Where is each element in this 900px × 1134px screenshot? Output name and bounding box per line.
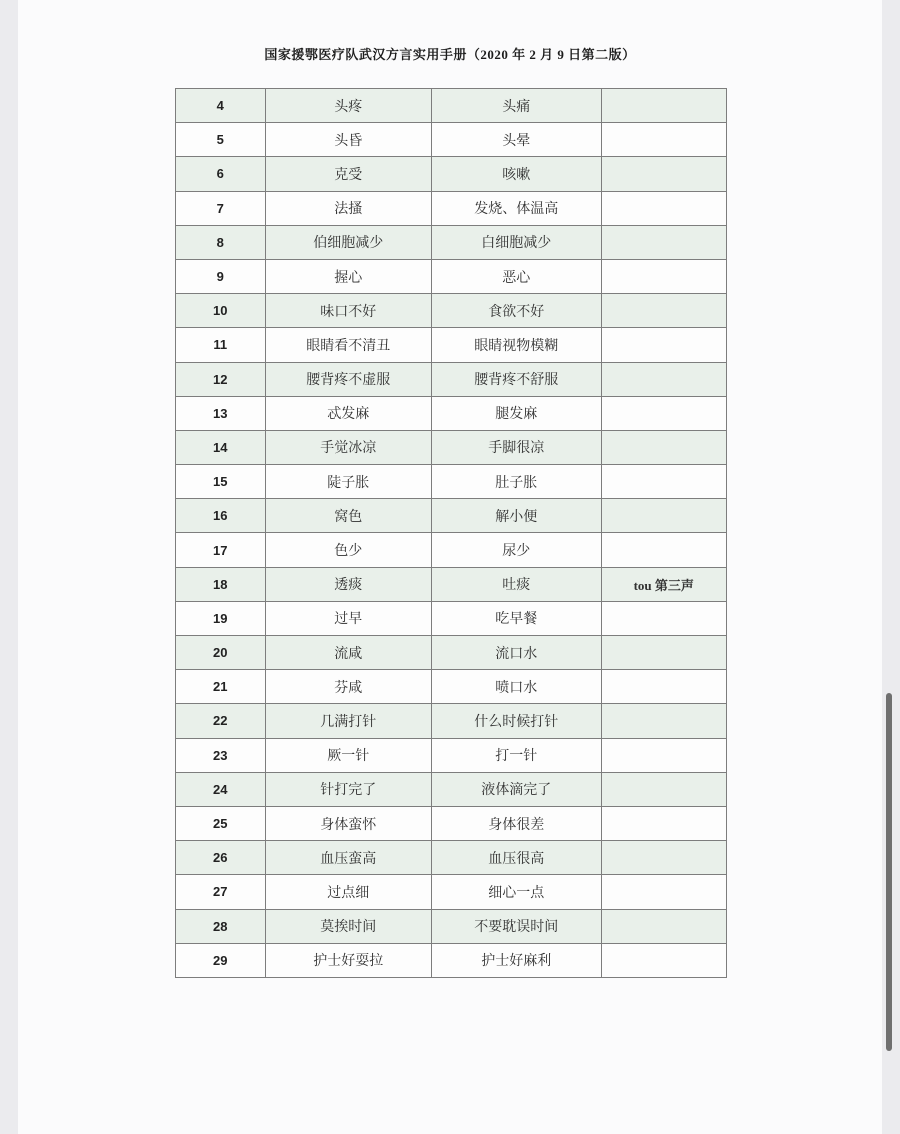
row-number-cell: 21: [176, 670, 266, 704]
standard-phrase-cell: 食欲不好: [432, 294, 602, 328]
table-row: [176, 738, 727, 772]
dialect-phrase-cell: 窝色: [265, 499, 432, 533]
dialect-phrase-cell: 忒发麻: [265, 396, 432, 430]
dialect-phrase-cell: 克受: [265, 157, 432, 191]
table-row: [176, 157, 727, 191]
standard-phrase-cell: 打一针: [432, 738, 602, 772]
pronunciation-note-cell: [601, 225, 727, 259]
standard-phrase-cell: 喷口水: [432, 670, 602, 704]
standard-phrase-cell: 尿少: [432, 533, 602, 567]
vertical-scrollbar-thumb[interactable]: [886, 693, 892, 1051]
pronunciation-note-cell: [601, 875, 727, 909]
dialect-phrase-cell: 芬咸: [265, 670, 432, 704]
dialect-phrase-cell: 血压蛮高: [265, 841, 432, 875]
table-row: [176, 465, 727, 499]
table-row: [176, 909, 727, 943]
document-page: [18, 0, 882, 1134]
row-number-cell: 7: [176, 191, 266, 225]
dialect-table-body: [176, 89, 727, 978]
pronunciation-note-cell: [601, 738, 727, 772]
table-row: [176, 294, 727, 328]
pronunciation-note-cell: [601, 806, 727, 840]
standard-phrase-cell: 头晕: [432, 123, 602, 157]
dialect-phrase-cell: 法搔: [265, 191, 432, 225]
dialect-phrase-cell: 流咸: [265, 636, 432, 670]
pronunciation-note-cell: [601, 499, 727, 533]
table-row: [176, 670, 727, 704]
dialect-phrase-cell: 眼睛看不清丑: [265, 328, 432, 362]
table-row: [176, 841, 727, 875]
table-row: [176, 875, 727, 909]
table-row: [176, 362, 727, 396]
table-row: [176, 636, 727, 670]
standard-phrase-cell: 白细胞减少: [432, 225, 602, 259]
row-number-cell: 17: [176, 533, 266, 567]
standard-phrase-cell: 解小便: [432, 499, 602, 533]
dialect-phrase-cell: 护士好耍拉: [265, 943, 432, 977]
pronunciation-note-cell: [601, 89, 727, 123]
row-number-cell: 18: [176, 567, 266, 601]
row-number-cell: 6: [176, 157, 266, 191]
pronunciation-note-cell: [601, 601, 727, 635]
standard-phrase-cell: 不要耽误时间: [432, 909, 602, 943]
dialect-phrase-cell: 身体蛮怀: [265, 806, 432, 840]
standard-phrase-cell: 肚子胀: [432, 465, 602, 499]
row-number-cell: 23: [176, 738, 266, 772]
standard-phrase-cell: 头痛: [432, 89, 602, 123]
dialect-phrase-cell: 色少: [265, 533, 432, 567]
standard-phrase-cell: 血压很高: [432, 841, 602, 875]
table-row: [176, 567, 727, 601]
table-row: [176, 943, 727, 977]
row-number-cell: 14: [176, 430, 266, 464]
dialect-phrase-cell: 过早: [265, 601, 432, 635]
standard-phrase-cell: 液体滴完了: [432, 772, 602, 806]
row-number-cell: 20: [176, 636, 266, 670]
table-row: [176, 772, 727, 806]
row-number-cell: 25: [176, 806, 266, 840]
dialect-phrase-cell: 几满打针: [265, 704, 432, 738]
table-row: [176, 533, 727, 567]
pronunciation-note-cell: [601, 636, 727, 670]
document-title: 国家援鄂医疗队武汉方言实用手册（2020 年 2 月 9 日第二版）: [264, 47, 636, 62]
standard-phrase-cell: 眼睛视物模糊: [432, 328, 602, 362]
pronunciation-note-cell: [601, 259, 727, 293]
row-number-cell: 5: [176, 123, 266, 157]
standard-phrase-cell: 细心一点: [432, 875, 602, 909]
row-number-cell: 10: [176, 294, 266, 328]
dialect-phrase-cell: 味口不好: [265, 294, 432, 328]
pronunciation-note-cell: tou 第三声: [601, 567, 727, 601]
dialect-phrase-cell: 陡子胀: [265, 465, 432, 499]
dialect-phrase-cell: 针打完了: [265, 772, 432, 806]
table-row: [176, 806, 727, 840]
standard-phrase-cell: 吐痰: [432, 567, 602, 601]
row-number-cell: 11: [176, 328, 266, 362]
row-number-cell: 15: [176, 465, 266, 499]
row-number-cell: 24: [176, 772, 266, 806]
table-row: [176, 225, 727, 259]
pronunciation-note-cell: [601, 191, 727, 225]
pronunciation-note-cell: [601, 909, 727, 943]
pronunciation-note-cell: [601, 670, 727, 704]
dialect-phrase-cell: 头疼: [265, 89, 432, 123]
pronunciation-note-cell: [601, 772, 727, 806]
dialect-phrase-cell: 握心: [265, 259, 432, 293]
table-row: [176, 601, 727, 635]
dialect-phrase-cell: 腰背疼不虚服: [265, 362, 432, 396]
pronunciation-note-cell: [601, 943, 727, 977]
standard-phrase-cell: 手脚很凉: [432, 430, 602, 464]
row-number-cell: 4: [176, 89, 266, 123]
table-row: [176, 430, 727, 464]
table-row: [176, 704, 727, 738]
standard-phrase-cell: 流口水: [432, 636, 602, 670]
pronunciation-note-cell: [601, 465, 727, 499]
row-number-cell: 12: [176, 362, 266, 396]
dialect-phrase-cell: 手觉冰凉: [265, 430, 432, 464]
row-number-cell: 22: [176, 704, 266, 738]
pronunciation-note-cell: [601, 123, 727, 157]
row-number-cell: 9: [176, 259, 266, 293]
dialect-phrase-table: [175, 88, 727, 978]
dialect-phrase-cell: 头昏: [265, 123, 432, 157]
dialect-phrase-cell: 厥一针: [265, 738, 432, 772]
standard-phrase-cell: 腿发麻: [432, 396, 602, 430]
standard-phrase-cell: 护士好麻利: [432, 943, 602, 977]
row-number-cell: 19: [176, 601, 266, 635]
row-number-cell: 29: [176, 943, 266, 977]
row-number-cell: 13: [176, 396, 266, 430]
table-row: [176, 328, 727, 362]
standard-phrase-cell: 身体很差: [432, 806, 602, 840]
table-row: [176, 259, 727, 293]
standard-phrase-cell: 吃早餐: [432, 601, 602, 635]
table-row: [176, 191, 727, 225]
pronunciation-note-cell: [601, 841, 727, 875]
standard-phrase-cell: 恶心: [432, 259, 602, 293]
pronunciation-note-cell: [601, 533, 727, 567]
dialect-phrase-cell: 过点细: [265, 875, 432, 909]
standard-phrase-cell: 腰背疼不舒服: [432, 362, 602, 396]
standard-phrase-cell: 发烧、体温高: [432, 191, 602, 225]
row-number-cell: 26: [176, 841, 266, 875]
standard-phrase-cell: 咳嗽: [432, 157, 602, 191]
pronunciation-note-cell: [601, 704, 727, 738]
dialect-phrase-cell: 莫挨时间: [265, 909, 432, 943]
pronunciation-note-cell: [601, 157, 727, 191]
dialect-phrase-cell: 透痰: [265, 567, 432, 601]
pronunciation-note-cell: [601, 430, 727, 464]
pronunciation-note-cell: [601, 362, 727, 396]
dialect-phrase-cell: 伯细胞减少: [265, 225, 432, 259]
row-number-cell: 27: [176, 875, 266, 909]
table-row: [176, 396, 727, 430]
standard-phrase-cell: 什么时候打针: [432, 704, 602, 738]
pronunciation-note-cell: [601, 294, 727, 328]
table-row: [176, 123, 727, 157]
row-number-cell: 8: [176, 225, 266, 259]
row-number-cell: 16: [176, 499, 266, 533]
table-row: [176, 89, 727, 123]
table-row: [176, 499, 727, 533]
pronunciation-note-cell: [601, 396, 727, 430]
pronunciation-note-cell: [601, 328, 727, 362]
row-number-cell: 28: [176, 909, 266, 943]
